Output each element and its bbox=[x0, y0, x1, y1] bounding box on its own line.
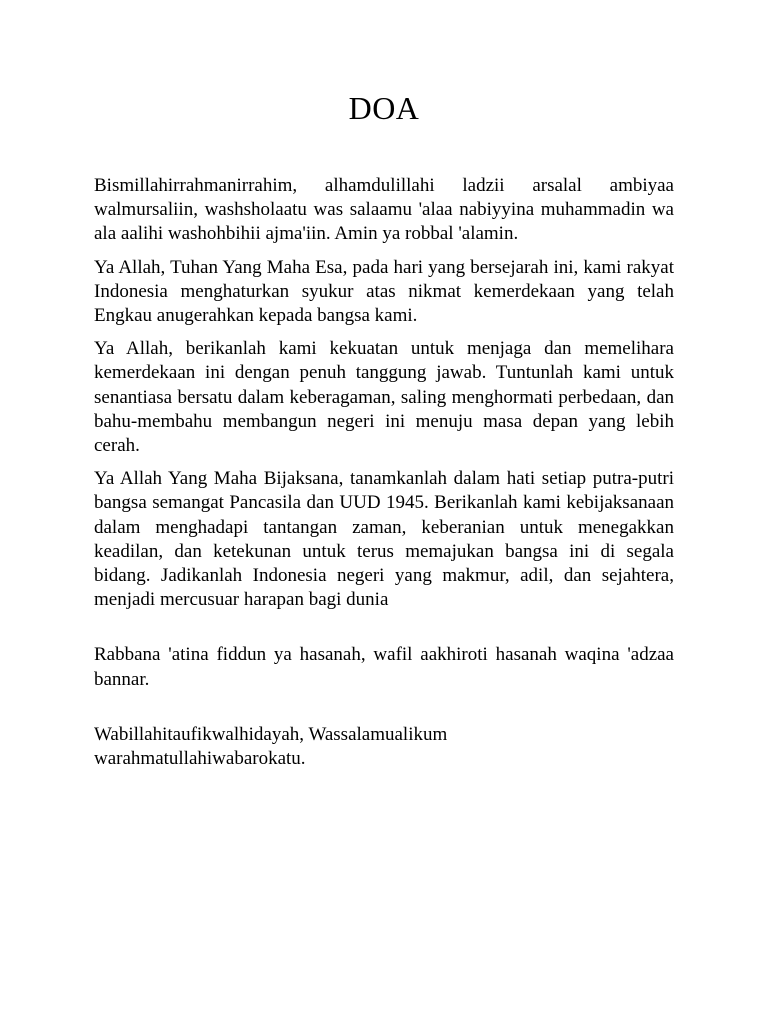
rabbana-paragraph: Rabbana 'atina fiddun ya hasanah, wafil aakhiroti hasanah waqina 'adzaa bannar. bbox=[94, 644, 674, 690]
closing-line-1: Wabillahitaufikwalhidayah, Wassalamualikum bbox=[94, 723, 448, 745]
closing-line-2: warahmatullahiwabarokatu. bbox=[94, 748, 306, 770]
document-title: DOA bbox=[348, 90, 420, 126]
wisdom-paragraph: Ya Allah Yang Maha Bijaksana, tanamkanlah dalam hati setiap putra-putri bangsa semangat Pancasila dan UUD 1945. Berikanlah kami kebijaksanaan dalam menghadapi tantangan zaman, keberanian untuk menegakkan keadilan, dan ketekunan untuk terus memajukan bangsa ini di segala bidang. Jadikanlah Indonesia negeri yang makmur, adil, dan sejahtera, menjadi mercusuar harapan bagi dunia bbox=[94, 468, 674, 611]
strength-paragraph: Ya Allah, berikanlah kami kekuatan untuk menjaga dan memelihara kemerdekaan ini dengan penuh tanggung jawab. Tuntunlah kami untuk senantiasa bersatu dalam keberagaman, saling menghormati perbedaan, dan bahu-membahu membangun negeri ini menuju masa depan yang lebih cerah. bbox=[94, 338, 674, 457]
gratitude-paragraph: Ya Allah, Tuhan Yang Maha Esa, pada hari yang bersejarah ini, kami rakyat Indonesia menghaturkan syukur atas nikmat kemerdekaan yang telah Engkau anugerahkan kepada bangsa kami. bbox=[94, 256, 674, 327]
closing-paragraph bbox=[94, 723, 674, 771]
opening-paragraph: Bismillahirrahmanirrahim, alhamdulillahi ladzii arsalal ambiyaa walmursaliin, washsholaatu was salaamu 'alaa nabiyyina muhammadin wa ala aalihi washohbihii ajma'iin. Amin ya robbal 'alamin. bbox=[94, 175, 674, 245]
document-body bbox=[94, 174, 674, 771]
